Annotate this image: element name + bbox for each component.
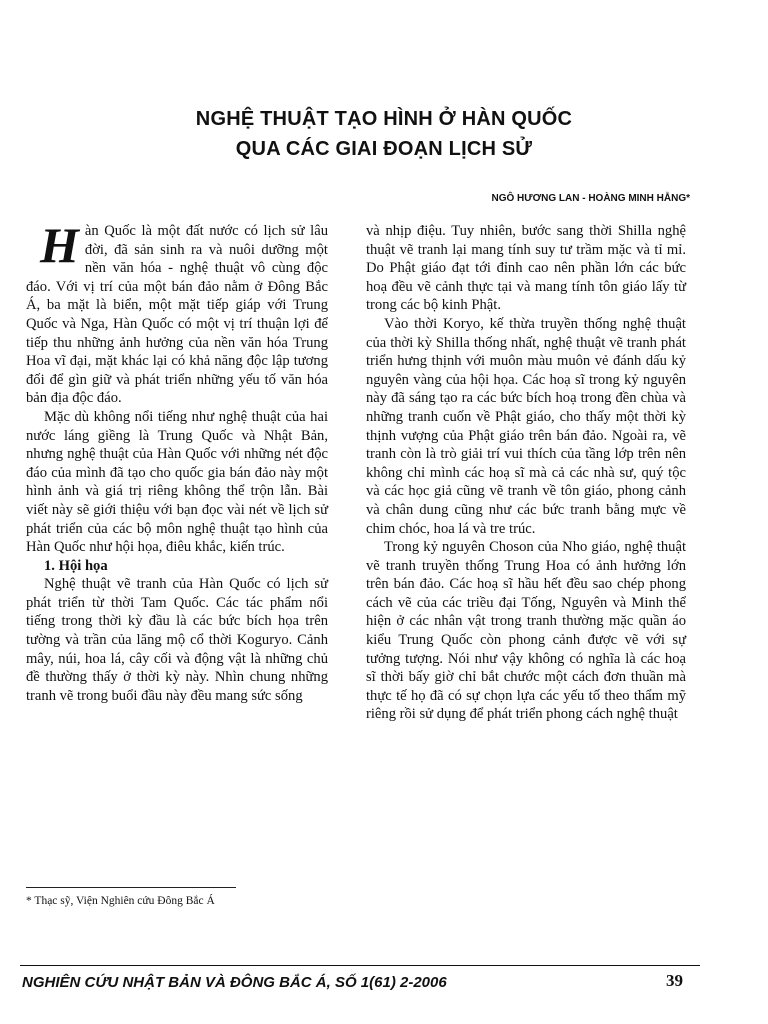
footnote: * Thạc sỹ, Viện Nghiên cứu Đông Bắc Á: [26, 895, 215, 907]
journal-footer: NGHIÊN CỨU NHẬT BẢN VÀ ĐÔNG BẮC Á, SỐ 1(61) 2-2006: [22, 974, 447, 991]
title-line-1: NGHỆ THUẬT TẠO HÌNH Ở HÀN QUỐC: [195, 108, 573, 130]
footer-divider: [20, 965, 700, 966]
paragraph: [26, 217, 328, 408]
left-column: [26, 217, 328, 705]
paragraph: Nghệ thuật vẽ tranh của Hàn Quốc có lịch sử phát triển từ thời Tam Quốc. Các tác phẩm nổi tiếng trong thời kỳ đầu là các bức bích họa trên tường và trần của lăng mộ cổ thời Koguryo. Cảnh mây, núi, hoa lá, cây cối và động vật là những chủ đề thường thấy ở thời kỳ này. Nhìn chung những tranh vẽ trong buổi đầu này đều mang sức sống: [26, 576, 328, 704]
author-byline: NGÔ HƯƠNG LAN - HOÀNG MINH HẰNG*: [491, 193, 690, 204]
paragraph: Mặc dù không nổi tiếng như nghệ thuật của hai nước láng giềng là Trung Quốc và Nhật Bản, nhưng nghệ thuật của Hàn Quốc với những nét độc đáo của mình đã tạo cho quốc gia bán đảo này một hình ảnh và giá trị riêng không thể trộn lẫn. Bài viết này sẽ giới thiệu với bạn đọc vài nét về lịch sử phát triển của các bộ môn nghệ thuật tạo hình của Hàn Quốc như hội họa, điêu khắc, kiến trúc.: [26, 408, 328, 556]
paragraph-text: àn Quốc là một đất nước có lịch sử lâu đời, đã sản sinh ra và nuôi dưỡng một nền văn hóa - nghệ thuật vô cùng độc đáo. Với vị trí của một bán đảo nằm ở Đông Bắc Á, ba mặt là biển, một mặt tiếp giáp với Trung Quốc và Nga, Hàn Quốc có một vị trí thuận lợi để tiếp thu những ảnh hưởng của nền văn hóa Trung Hoa vĩ đại, mặt khác lại có khả năng độc lập tương đối để gìn giữ và phát triển những yếu tố văn hóa bản địa độc đáo.: [26, 223, 328, 407]
title-line-2: QUA CÁC GIAI ĐOẠN LỊCH SỬ: [235, 138, 533, 160]
paragraph: và nhịp điệu. Tuy nhiên, bước sang thời Shilla nghệ thuật vẽ tranh lại mang tính suy tư trầm mặc và tỉ mỉ. Do Phật giáo đạt tới đỉnh cao nên phần lớn các bức hoạ đều vẽ cảnh thực tại và mang tính tôn giáo lấy từ trong các bộ kinh Phật.: [366, 223, 686, 314]
section-heading: 1. Hội họa: [44, 557, 108, 574]
right-column: [366, 222, 686, 724]
page-number: 39: [666, 971, 683, 990]
footnote-divider: [26, 887, 236, 888]
paragraph: Trong kỷ nguyên Choson của Nho giáo, nghệ thuật vẽ tranh truyền thống Trung Hoa có ảnh hưởng lớn trên bán đảo. Các hoạ sĩ hầu hết đều sao chép phong cách vẽ của các triều đại Tống, Nguyên và Minh thể hiện ở các nhân vật trong tranh thường mặc quần áo kiểu Trung Quốc còn phong cảnh được vẽ với sự tưởng tượng. Nói như vậy không có nghĩa là các hoạ sĩ thời bấy giờ chỉ bắt chước một cách đơn thuần mà thực tế họ đã có sự chọn lựa các yếu tố theo thẩm mỹ riêng rồi sử dụng để phát triển phong cách nghệ thuật: [366, 539, 686, 723]
drop-cap: H: [40, 217, 79, 273]
paragraph: Vào thời Koryo, kế thừa truyền thống nghệ thuật của thời kỳ Shilla thống nhất, nghệ thuật vẽ tranh phát triển hưng thịnh với muôn màu muôn vẻ đánh dấu kỷ nguyên vàng của hội họa. Các hoạ sĩ trong kỷ nguyên này đã sáng tạo ra các bức bích hoạ trong đền chùa và những tranh cuốn về Phật giáo, cho thấy một thời kỳ thịnh vượng của Phật giáo trên bán đảo. Ngoài ra, vẽ tranh còn là trò giải trí vui thích của tầng lớp trên nên không chỉ mình các hoạ sĩ mà cả các nhà sư, quý tộc và các học giả cũng vẽ tranh về tôn giáo, phong cảnh và chân dung cũng như các bức tranh bằng mực về chim chóc, hoa lá và tre trúc.: [366, 315, 686, 537]
article-title: [0, 104, 768, 164]
